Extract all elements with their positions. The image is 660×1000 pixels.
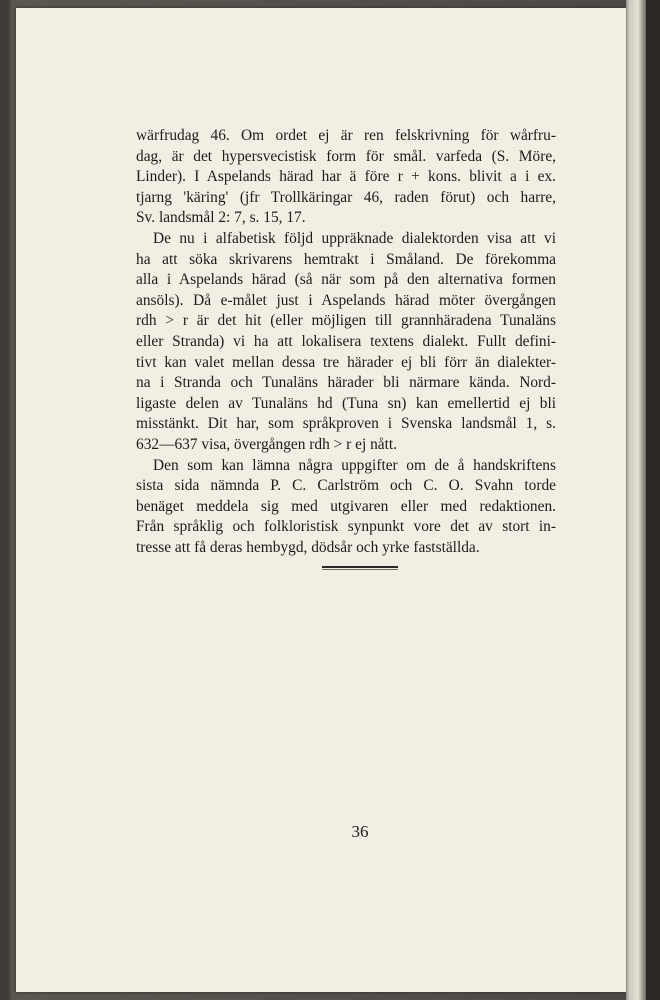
text-line: alla i Aspelands härad (så när som på den alternativa formen <box>136 271 556 289</box>
text-line: ligaste delen av Tunaläns hd (Tuna sn) kan emellertid ej bli <box>136 394 556 412</box>
text-line: misstänkt. Dit har, som språkproven i Svenska landsmål 1, s. <box>136 415 556 433</box>
page-stack-edge <box>626 0 646 1000</box>
text-line: Den som kan lämna några uppgifter om de å handskriftens <box>153 456 556 474</box>
paragraph-1 <box>136 126 556 229</box>
text-line: dag, är det hypersvecistisk form för smål. varfeda (S. Möre, <box>136 147 556 165</box>
text-line: De nu i alfabetisk följd uppräknade dialektorden visa att vi <box>153 229 556 247</box>
text-line: wärfrudag 46. Om ordet ej är ren felskrivning för wårfru- <box>136 127 556 144</box>
text-line: 632—637 visa, övergången rdh > r ej nått. <box>136 435 398 453</box>
text-line: na i Stranda och Tunaläns härader bli närmare kända. Nord- <box>136 374 556 392</box>
text-line: tjarng 'käring' (jfr Trollkäringar 46, raden förut) och harre, <box>136 188 556 206</box>
body-text <box>136 126 556 558</box>
text-line: rdh > r är det hit (eller möjligen till grannhäradena Tunaläns <box>136 312 556 330</box>
paragraph-3 <box>136 456 556 559</box>
section-divider-rule <box>322 566 398 570</box>
text-line: Sv. landsmål 2: 7, s. 15, 17. <box>136 209 306 227</box>
text-line: Från språklig och folkloristisk synpunkt vore det av stort in- <box>136 518 556 536</box>
text-line: sista sida nämnda P. C. Carlström och C. O. Svahn torde <box>136 477 556 495</box>
page-number: 36 <box>351 822 369 841</box>
text-line: ha att söka skrivarens hemtrakt i Småland. De förekomma <box>136 250 556 268</box>
text-line: ansöls). Då e-målet just i Aspelands härad möter övergången <box>136 291 556 309</box>
scan-border <box>646 0 660 1000</box>
text-line: eller Stranda) vi ha att lokalisera textens dialekt. Fullt defini- <box>136 332 556 350</box>
text-line: benäget meddela sig med utgivaren eller med redaktionen. <box>136 497 556 515</box>
text-line: tresse att få deras hembygd, dödsår och yrke fastställda. <box>136 538 480 556</box>
paragraph-2 <box>136 229 556 456</box>
text-line: Linder). I Aspelands härad har ä före r + kons. blivit a i ex. <box>136 168 556 186</box>
text-line: tivt kan valet mellan dessa tre härader ej bli förr än dialekter- <box>136 353 556 371</box>
